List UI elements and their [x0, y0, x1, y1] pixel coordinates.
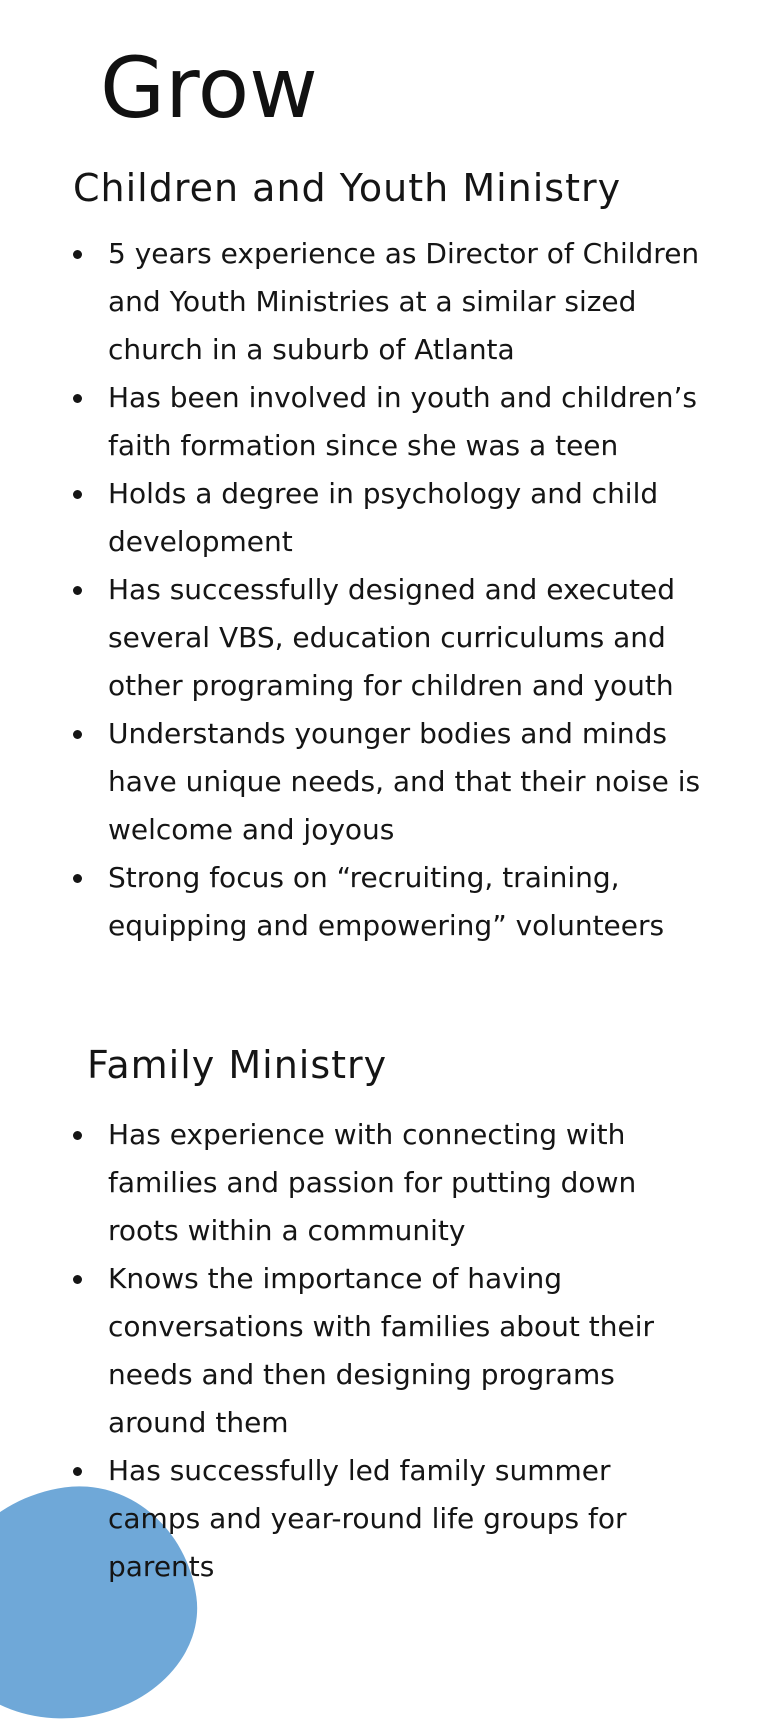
- list-item-text-line: 5 years experience as Director of Children: [108, 237, 700, 270]
- bullet-dot-icon: [73, 586, 82, 595]
- list-item: [0, 470, 708, 566]
- list-item-text-line: needs and then designing programs: [108, 1358, 615, 1391]
- bullet-dot-icon: [73, 730, 82, 739]
- bullet-dot-icon: [73, 874, 82, 883]
- bullet-dot-icon: [73, 394, 82, 403]
- list-item: [0, 710, 708, 854]
- list-item-text-line: other programing for children and youth: [108, 669, 674, 702]
- list-item-text-line: faith formation since she was a teen: [108, 429, 619, 462]
- family-ministry-list: [0, 1111, 708, 1591]
- list-item-text-line: Has experience with connecting with: [108, 1118, 626, 1151]
- list-item-text-line: parents: [108, 1550, 215, 1583]
- list-item: [0, 230, 708, 374]
- list-item-text-line: have unique needs, and that their noise is: [108, 765, 701, 798]
- bullet-dot-icon: [73, 490, 82, 499]
- section-heading-children-youth: Children and Youth Ministry: [73, 166, 622, 210]
- section-heading-family: Family Ministry: [87, 1043, 388, 1087]
- list-item-text-line: Understands younger bodies and minds: [108, 717, 668, 750]
- list-item-text-line: around them: [108, 1406, 289, 1439]
- list-item-text-line: Has been involved in youth and children’s: [108, 381, 697, 414]
- list-item: [0, 854, 708, 950]
- list-item: [0, 1255, 708, 1447]
- bullet-dot-icon: [73, 250, 82, 259]
- list-item-text-line: and Youth Ministries at a similar sized: [108, 285, 637, 318]
- page-title: Grow: [100, 39, 318, 137]
- list-item: [0, 1447, 708, 1591]
- list-item-text-line: welcome and joyous: [108, 813, 395, 846]
- list-item-text-line: conversations with families about their: [108, 1310, 655, 1343]
- list-item-text-line: roots within a community: [108, 1214, 466, 1247]
- list-item-text-line: families and passion for putting down: [108, 1166, 637, 1199]
- bullet-dot-icon: [73, 1131, 82, 1140]
- list-item-text-line: Holds a degree in psychology and child: [108, 477, 659, 510]
- list-item-text-line: Knows the importance of having: [108, 1262, 563, 1295]
- list-item-text-line: Has successfully designed and executed: [108, 573, 676, 606]
- children-youth-list: [0, 230, 708, 950]
- list-item: [0, 1111, 708, 1255]
- bullet-dot-icon: [73, 1275, 82, 1284]
- list-item: [0, 566, 708, 710]
- list-item-text-line: church in a suburb of Atlanta: [108, 333, 515, 366]
- list-item-text-line: camps and year-round life groups for: [108, 1502, 627, 1535]
- list-item-text-line: several VBS, education curriculums and: [108, 621, 666, 654]
- list-item-text-line: Has successfully led family summer: [108, 1454, 611, 1487]
- list-item-text-line: equipping and empowering” volunteers: [108, 909, 665, 942]
- bullet-dot-icon: [73, 1467, 82, 1476]
- list-item-text-line: Strong focus on “recruiting, training,: [108, 861, 620, 894]
- list-item: [0, 374, 708, 470]
- list-item-text-line: development: [108, 525, 293, 558]
